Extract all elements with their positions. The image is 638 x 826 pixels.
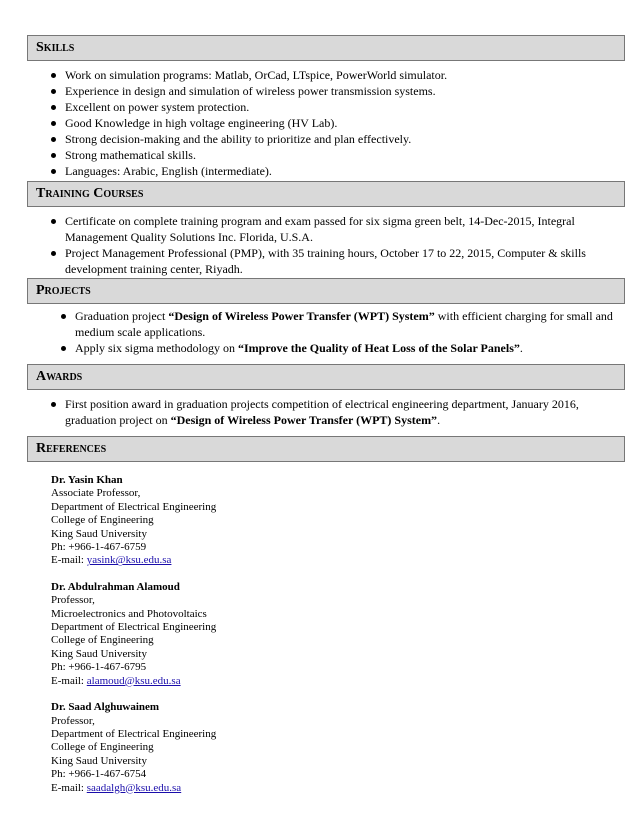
training-text: Certificate on complete training program and exam passed for six sigma green belt, 14-Dec-2015, Integral Management Quality Solutions Inc. Florida, U.S.A. <box>65 214 575 244</box>
project-text: Graduation project <box>75 309 169 323</box>
list-item <box>51 131 621 147</box>
email-link[interactable]: saadalgh@ksu.edu.sa <box>86 781 182 794</box>
reference-line: Ph: +966-1-467-6754 <box>51 768 147 781</box>
training-list <box>51 213 621 277</box>
list-item <box>51 147 621 163</box>
references-heading: References <box>27 436 625 462</box>
list-item <box>51 245 621 277</box>
award-title: “Design of Wireless Power Transfer (WPT) System” <box>170 413 438 427</box>
award-text: . <box>437 413 441 427</box>
bullet-icon <box>51 402 56 407</box>
reference-line: Microelectronics and Photovoltaics <box>51 607 207 620</box>
reference-line: Ph: +966-1-467-6759 <box>51 541 147 554</box>
projects-list <box>61 308 621 356</box>
reference-line: King Saud University <box>51 647 147 660</box>
email-link[interactable]: alamoud@ksu.edu.sa <box>86 674 181 687</box>
bullet-icon <box>51 105 56 110</box>
skill-text: Excellent on power system protection. <box>65 100 250 114</box>
bullet-icon <box>51 137 56 142</box>
reference-line: Associate Professor, <box>51 487 141 500</box>
reference-line: Ph: +966-1-467-6795 <box>51 661 147 674</box>
list-item <box>51 83 621 99</box>
reference-name: Dr. Saad Alghuwainem <box>51 701 160 714</box>
bullet-icon <box>61 346 66 351</box>
email-label: E-mail: <box>51 674 87 687</box>
reference-email-row <box>51 554 216 567</box>
email-label: E-mail: <box>51 781 87 794</box>
reference-line: Department of Electrical Engineering <box>51 500 217 513</box>
project-title: “Design of Wireless Power Transfer (WPT) System” <box>168 309 435 323</box>
list-item <box>51 115 621 131</box>
bullet-icon <box>51 169 56 174</box>
reference-line: Professor, <box>51 714 95 727</box>
skill-text: Strong mathematical skills. <box>65 148 196 162</box>
project-text: with efficient charging for small and medium scale applications. <box>75 309 613 339</box>
email-label: E-mail: <box>51 554 87 567</box>
reference-entry <box>51 474 216 568</box>
awards-heading: Awards <box>27 364 625 390</box>
bullet-icon <box>51 121 56 126</box>
reference-name: Dr. Abdulrahman Alamoud <box>51 580 180 593</box>
awards-list <box>51 396 621 428</box>
list-item <box>51 67 621 83</box>
reference-line: Department of Electrical Engineering <box>51 727 217 740</box>
reference-name: Dr. Yasin Khan <box>51 474 123 486</box>
award-text: First position award in graduation projects competition of electrical engineering department, January 2016, graduation project on <box>65 397 579 427</box>
training-text: Project Management Professional (PMP), with 35 training hours, October 17 to 22, 2015, Computer & skills development training center, Riyadh. <box>65 246 586 276</box>
skill-text: Languages: Arabic, English (intermediate). <box>65 164 272 178</box>
reference-entry <box>51 581 216 688</box>
reference-line: King Saud University <box>51 754 147 767</box>
reference-line: College of Engineering <box>51 741 154 754</box>
email-link[interactable]: yasink@ksu.edu.sa <box>86 554 172 567</box>
bullet-icon <box>51 89 56 94</box>
skills-list <box>51 67 621 179</box>
skill-text: Work on simulation programs: Matlab, OrCad, LTspice, PowerWorld simulator. <box>65 68 448 82</box>
bullet-icon <box>51 251 56 256</box>
project-text: . <box>519 341 523 355</box>
bullet-icon <box>51 219 56 224</box>
list-item <box>61 340 621 356</box>
list-item <box>51 163 621 179</box>
reference-line: College of Engineering <box>51 514 154 527</box>
projects-heading: Projects <box>27 278 625 304</box>
references-list <box>51 474 216 808</box>
skill-text: Good Knowledge in high voltage engineering (HV Lab). <box>65 116 338 130</box>
list-item <box>51 213 621 245</box>
project-text: Apply six sigma methodology on <box>75 341 238 355</box>
list-item <box>51 396 621 428</box>
skill-text: Strong decision-making and the ability to prioritize and plan effectively. <box>65 132 412 146</box>
bullet-icon <box>51 153 56 158</box>
reference-entry <box>51 701 216 795</box>
project-title: “Improve the Quality of Heat Loss of the Solar Panels” <box>238 341 520 355</box>
bullet-icon <box>61 314 66 319</box>
reference-line: Professor, <box>51 594 95 607</box>
reference-email-row <box>51 782 216 795</box>
bullet-icon <box>51 73 56 78</box>
list-item <box>51 99 621 115</box>
reference-email-row <box>51 675 216 688</box>
skill-text: Experience in design and simulation of wireless power transmission systems. <box>65 84 436 98</box>
reference-line: King Saud University <box>51 527 147 540</box>
list-item <box>61 308 621 340</box>
skills-heading: Skills <box>27 35 625 61</box>
training-heading: Training Courses <box>27 181 625 207</box>
reference-line: College of Engineering <box>51 634 154 647</box>
reference-line: Department of Electrical Engineering <box>51 621 217 634</box>
